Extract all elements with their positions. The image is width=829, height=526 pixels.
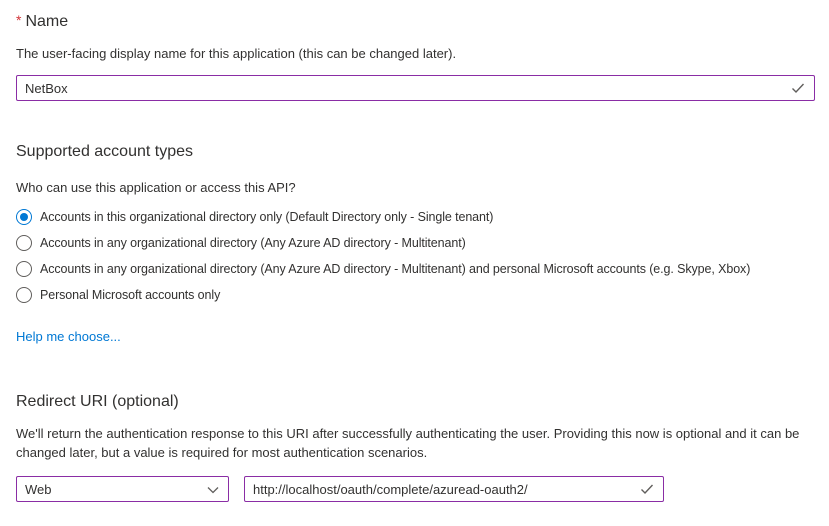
radio-option-label: Personal Microsoft accounts only [40, 288, 221, 302]
redirect-uri-description: We'll return the authentication response to this URI after successfully authenticating the user. Providing this now is optional and it can be changed later, but a value is required for most authentication scenarios. [16, 426, 800, 460]
account-types-question: Who can use this application or access this API? [16, 180, 296, 195]
name-input[interactable] [16, 75, 815, 101]
app-registration-form [0, 10, 829, 502]
radio-option-label: Accounts in this organizational directory only (Default Directory only - Single tenant) [40, 210, 494, 224]
radio-unselected-icon [16, 287, 32, 303]
chevron-down-icon [206, 483, 220, 497]
radio-unselected-icon [16, 235, 32, 251]
radio-selected-icon [16, 209, 32, 225]
redirect-uri-input[interactable] [244, 476, 664, 502]
account-types-radio-group [16, 204, 815, 308]
radio-option-single-tenant[interactable] [16, 204, 815, 230]
radio-option-label: Accounts in any organizational directory (Any Azure AD directory - Multitenant) [40, 236, 466, 250]
platform-select-value: Web [25, 481, 52, 497]
name-description: The user-facing display name for this application (this can be changed later). [16, 46, 457, 61]
redirect-uri-heading: Redirect URI (optional) [16, 393, 179, 410]
required-asterisk: * [16, 12, 22, 28]
name-section-title: Name [25, 13, 69, 30]
radio-option-label: Accounts in any organizational directory (Any Azure AD directory - Multitenant) and personal Microsoft accounts (e.g. Skype, Xbox) [40, 262, 751, 276]
radio-option-multitenant[interactable] [16, 230, 815, 256]
radio-unselected-icon [16, 261, 32, 277]
name-field-wrapper [16, 75, 815, 101]
help-me-choose-link[interactable]: Help me choose... [16, 329, 121, 344]
account-types-heading: Supported account types [16, 143, 194, 160]
redirect-uri-controls [16, 476, 815, 502]
platform-select-dropdown[interactable] [16, 476, 229, 502]
radio-option-personal-only[interactable] [16, 282, 815, 308]
radio-option-multitenant-personal[interactable] [16, 256, 815, 282]
redirect-uri-field-wrapper [244, 476, 664, 502]
name-section-heading [16, 10, 815, 32]
